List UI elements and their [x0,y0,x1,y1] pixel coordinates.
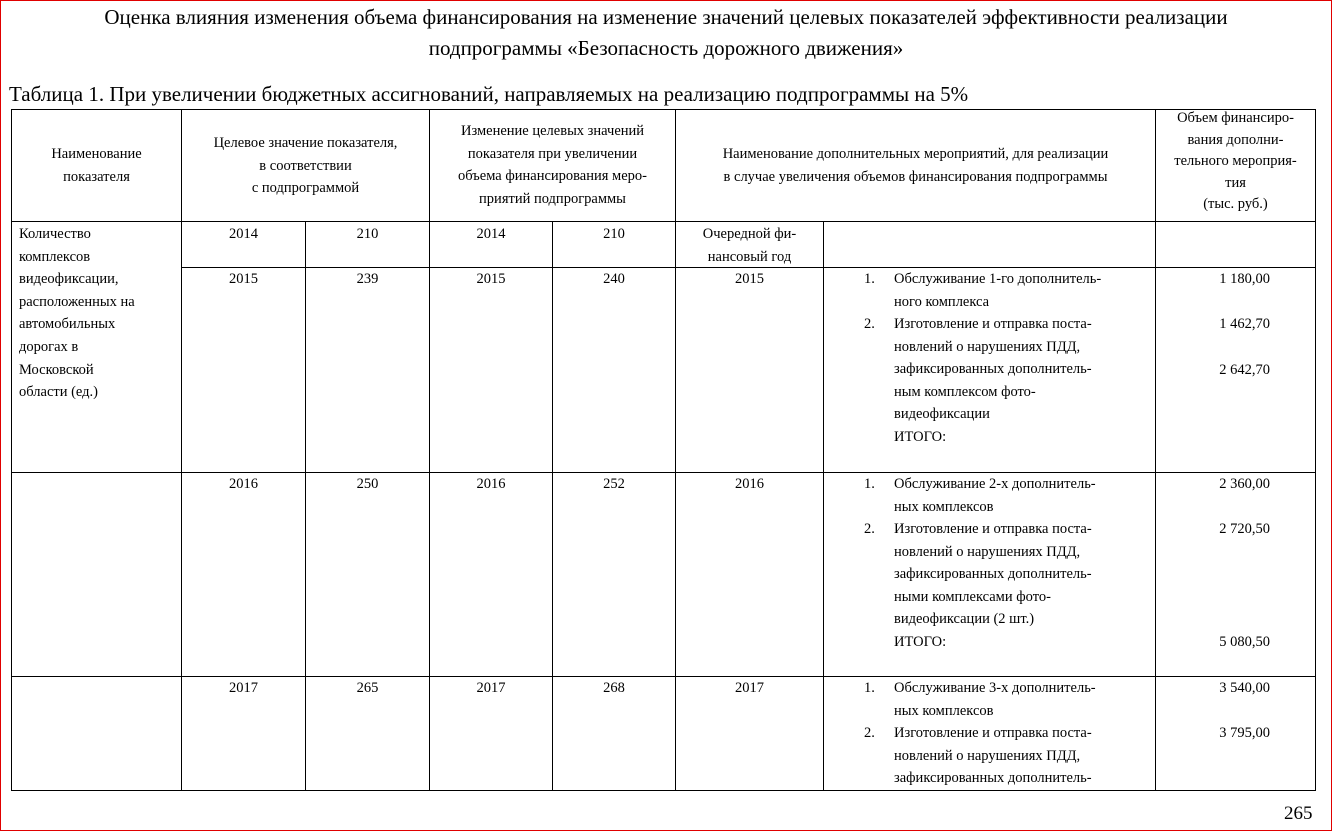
measure-text: ных комплексов [894,498,994,515]
measure-number: 1. [864,271,875,287]
funding-total: 2 642,70 [1219,362,1270,378]
target-value: 239 [356,271,379,287]
measure-text: Изготовление и отправка поста- [894,316,1092,332]
funding-amount: 1 462,70 [1219,316,1270,332]
change-year: 2014 [476,226,506,242]
measure-text: видеофиксации (2 шт.) [894,611,1035,628]
change-year: 2015 [476,271,506,287]
measure-text: видеофиксации [894,406,990,423]
measure-number: 2. [864,725,875,741]
measure-number: 2. [864,521,875,537]
change-year: 2016 [476,476,506,492]
change-value: 268 [603,680,625,696]
measure-text: новлений о нарушениях ПДД, [894,747,1081,764]
measure-text: Обслуживание 2-х дополнитель- [894,476,1096,492]
change-year: 2017 [476,680,506,696]
title-line-2: подпрограммы «Безопасность дорожного движения» [428,36,904,60]
fiscal-year: 2017 [735,680,764,696]
measure-text: Изготовление и отправка поста- [894,725,1092,741]
fiscal-year-label: Очередной фи- нансовый год [702,226,797,265]
funding-total: 5 080,50 [1219,634,1270,650]
measure-text: ными комплексами фото- [894,588,1051,605]
target-year: 2016 [229,476,258,492]
target-value: 265 [356,680,379,696]
target-value: 250 [356,476,379,492]
funding-amount: 3 540,00 [1219,680,1270,696]
measure-number: 1. [864,476,875,492]
measure-number: 2. [864,316,875,332]
measure-text: зафиксированных дополнитель- [894,566,1092,583]
header-additional-measures: Наименование дополнительных мероприятий, для реализации в случае увеличения объемов финансирования подпрограммы [722,146,1109,185]
funding-amount: 3 795,00 [1219,725,1270,741]
target-year: 2014 [229,226,258,242]
measure-text: Обслуживание 3-х дополнитель- [894,680,1096,696]
target-year: 2015 [229,271,258,287]
page-title [0,2,1332,64]
total-label: ИТОГО: [894,633,947,650]
indicator-label: Количество комплексов видеофиксации, расположенных на автомобильных дорогах в Московской области (ед.) [19,226,135,401]
change-value: 252 [603,476,625,492]
change-value: 240 [603,271,625,287]
funding-amount: 2 360,00 [1219,476,1270,492]
measure-text: ных комплексов [894,702,994,719]
total-label: ИТОГО: [894,428,947,445]
measure-text: Обслуживание 1-го дополнитель- [894,271,1102,287]
measure-text: зафиксированных дополнитель- [894,770,1092,787]
measure-text: новлений о нарушениях ПДД, [894,338,1081,355]
funding-amount: 2 720,50 [1219,521,1270,537]
header-indicator-name: Наименование показателя [51,146,142,185]
measure-text: ным комплексом фото- [894,383,1036,400]
change-value: 210 [603,226,625,242]
target-year: 2017 [229,680,258,696]
table-caption: Таблица 1. При увеличении бюджетных ассигнований, направляемых на реализацию подпрограммы на 5% [9,82,969,106]
measure-text: зафиксированных дополнитель- [894,361,1092,378]
header-funding: Объем финансиро- вания дополни- тельного мероприя- тия (тыс. руб.) [1174,110,1297,212]
measure-text: ного комплекса [894,293,990,310]
measure-number: 1. [864,680,875,696]
page-number: 265 [1284,803,1313,824]
measure-text: новлений о нарушениях ПДД, [894,543,1081,560]
fiscal-year: 2015 [735,271,764,287]
title-line-1: Оценка влияния изменения объема финансирования на изменение значений целевых показателей эффективности реализации [104,5,1228,29]
header-change-value: Изменение целевых значений показателя при увеличении объема финансирования меро- приятий подпрограммы [458,123,647,207]
measure-text: Изготовление и отправка поста- [894,521,1092,537]
header-target-value: Целевое значение показателя, в соответствии с подпрограммой [213,135,398,197]
fiscal-year: 2016 [735,476,764,492]
funding-amount: 1 180,00 [1219,271,1270,287]
target-value: 210 [356,226,379,242]
